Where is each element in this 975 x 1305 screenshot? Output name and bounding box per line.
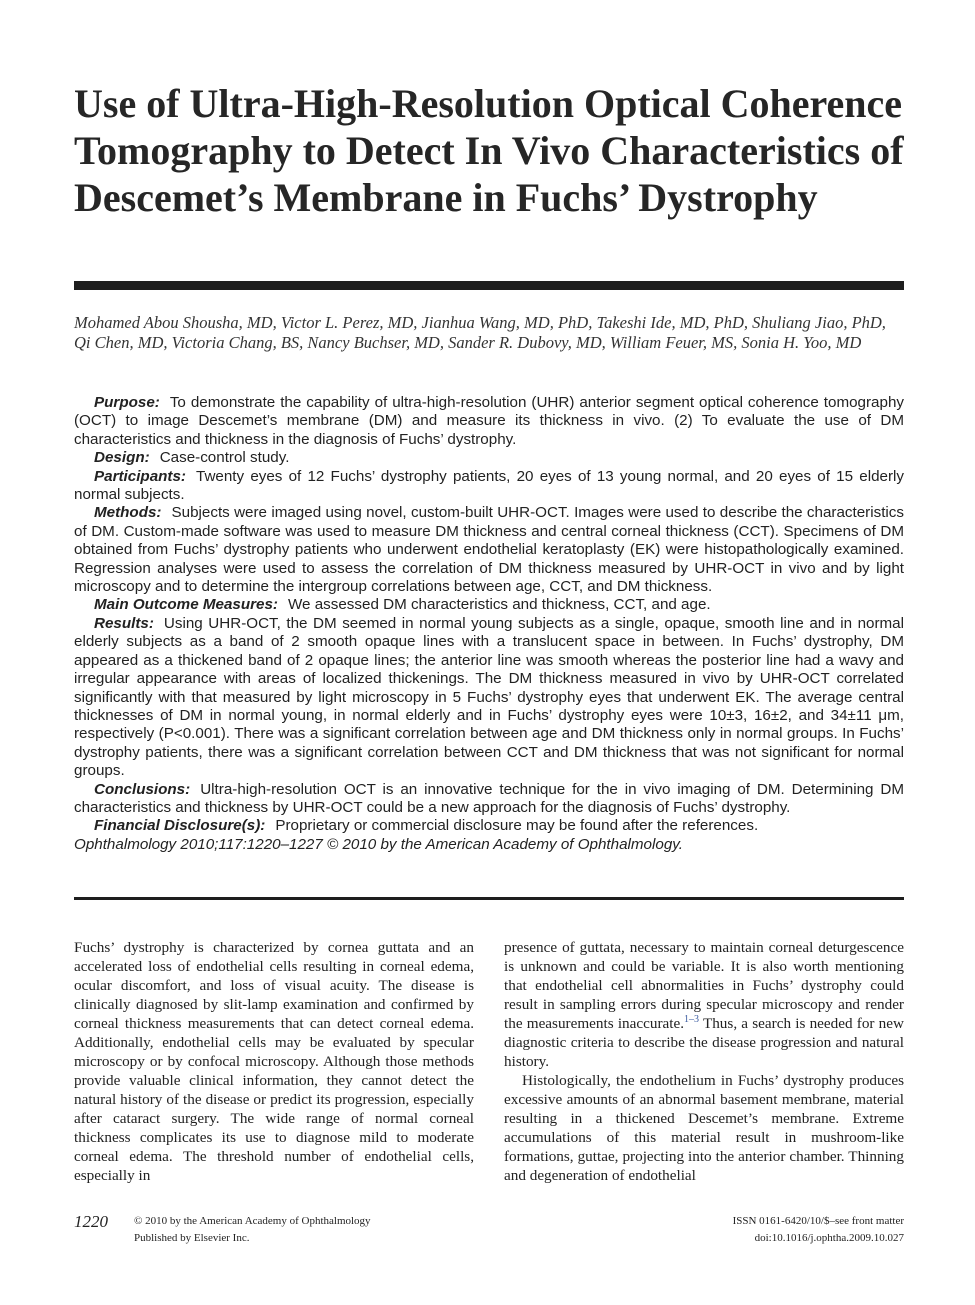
participants-text: Twenty eyes of 12 Fuchs’ dystrophy patients, 20 eyes of 13 young normal, and 20 eyes of 15 elderly normal subjects. (74, 467, 904, 504)
copyright-line: © 2010 by the American Academy of Ophthalmology (134, 1215, 371, 1227)
article-title: Use of Ultra-High-Resolution Optical Coherence Tomography to Detect In Vivo Characteristics of Descemet’s Membrane in Fuchs’ Dystrophy (74, 81, 904, 220)
abstract-participants (74, 468, 904, 505)
purpose-text: To demonstrate the capability of ultra-high-resolution (UHR) anterior segment optical coherence tomography (OCT) to image Descemet’s membrane (DM) and measure its thickness in vivo. (2) To evaluate the use of DM characteristics and thickness in the diagnosis of Fuchs’ dystrophy. (74, 394, 904, 448)
abstract-outcome (74, 596, 904, 614)
abstract-divider (74, 897, 904, 900)
body-column-right (504, 938, 904, 1185)
footer-copyright (134, 1213, 371, 1247)
disclosure-label: Financial Disclosure(s): (94, 817, 266, 835)
disclosure-text: Proprietary or commercial disclosure may be found after the references. (275, 817, 759, 835)
abstract-methods (74, 504, 904, 596)
doi-line: doi:10.1016/j.ophtha.2009.10.027 (754, 1232, 904, 1244)
body-text: presence of guttata, necessary to maintain corneal deturgescence is unknown and could be variable. It is also worth mentioning that endothelial cell abnormalities in Fuchs’ dystrophy could result in sampling errors during specular microscopy and render the measurements inaccurate. (504, 939, 904, 1032)
body-column-left (74, 938, 474, 1185)
methods-text: Subjects were imaged using novel, custom-built UHR-OCT. Images were used to describe the characteristics of DM. Custom-made software was used to measure DM thickness and central corneal thickness (CCT). Specimens of DM obtained from Fuchs’ dystrophy patients who underwent endothelial keratoplasty (EK) were histopathologically examined. Regression analyses were used to assess the correlation of DM thickness measured by UHR-OCT in vivo and by light microscopy and to determine the intergroup correlations between age, CCT, and DM thickness. (74, 504, 904, 596)
publisher-line: Published by Elsevier Inc. (134, 1232, 250, 1244)
body-paragraph: Histologically, the endothelium in Fuchs’ dystrophy produces excessive amounts of an abnormal basement membrane, material resulting in a thickened Descemet’s membrane. Extreme accumulations of this material result in mushroom-like formations, guttae, projecting into the anterior chamber. Thinning and degeneration of endothelial (504, 1072, 904, 1184)
participants-label: Participants: (94, 467, 186, 485)
purpose-label: Purpose: (94, 394, 160, 411)
reference-link[interactable]: 1–3 (684, 1013, 700, 1025)
outcome-text: We assessed DM characteristics and thickness, CCT, and age. (288, 596, 711, 614)
footer-identifiers (733, 1213, 904, 1247)
design-label: Design: (94, 449, 150, 467)
abstract-results (74, 615, 904, 781)
issn-line: ISSN 0161-6420/10/$–see front matter (732, 1215, 904, 1227)
results-label: Results: (94, 614, 154, 632)
design-text: Case-control study. (159, 449, 290, 467)
body-text: Thus, a search is needed for new diagnostic criteria to describe the disease progression and natural history. (504, 1015, 904, 1070)
methods-label: Methods: (94, 504, 162, 522)
page-number: 1220 (74, 1212, 108, 1231)
outcome-label: Main Outcome Measures: (94, 596, 278, 614)
journal-citation: Ophthalmology 2010;117:1220–1227 © 2010 by the American Academy of Ophthalmology. (74, 835, 683, 853)
abstract-purpose (74, 394, 904, 449)
abstract-disclosure (74, 817, 904, 854)
conclusions-text: Ultra-high-resolution OCT is an innovative technique for the in vivo imaging of DM. Determining DM characteristics and thickness by UHR-OCT could be a new approach for the diagnosis of Fuchs’ dystrophy. (74, 780, 904, 816)
abstract (74, 394, 904, 854)
abstract-design (74, 449, 904, 467)
body-paragraph (504, 938, 904, 1071)
conclusions-label: Conclusions: (94, 780, 191, 798)
body-paragraph: Fuchs’ dystrophy is characterized by cornea guttata and an accelerated loss of endothelial cells resulting in corneal edema, ocular discomfort, and loss of visual acuity. The disease is clinically diagnosed by slit-lamp examination and confirmed by corneal thickness measurements that can detect corneal edema. Additionally, endothelial cells may be evaluated by specular microscopy or by confocal microscopy. Although those methods provide valuable clinical information, they cannot detect the natural history of the disease or predict its progression, especially after cataract surgery. The wide range of normal corneal thickness complicates its use to diagnose mild to moderate corneal edema. The threshold number of endothelial cells, especially in (74, 939, 474, 1184)
abstract-conclusions (74, 781, 904, 818)
results-text: Using UHR-OCT, the DM seemed in normal young subjects as a single, opaque, smooth line and in normal elderly subjects as a band of 2 smooth opaque lines with a translucent space in between. In Fuchs’ dystrophy, DM appeared as a thickened band of 2 opaque lines; the anterior line was smooth whereas the posterior line had a wavy and irregular appearance with areas of localized thickenings. The DM thickness measured in vivo by UHR-OCT correlated significantly with that measured by light microscopy in 5 Fuchs’ dystrophy eyes that underwent EK. The average central thicknesses of DM in normal young, in normal elderly and in Fuchs’ dystrophy eyes were 10±3, 16±2, and 34±11 μm, respectively (P<0.001). There was a significant correlation between age and DM thickness only in normal groups. In Fuchs’ dystrophy patients, there was a significant correlation between CCT and DM thickness that was not significant for normal groups. (74, 614, 904, 780)
title-divider (74, 281, 904, 290)
author-list: Mohamed Abou Shousha, MD, Victor L. Perez, MD, Jianhua Wang, MD, PhD, Takeshi Ide, MD, PhD, Shuliang Jiao, PhD, Qi Chen, MD, Victoria Chang, BS, Nancy Buchser, MD, Sander R. Dubovy, MD, William Feuer, MS, Sonia H. Yoo, MD (74, 313, 886, 352)
